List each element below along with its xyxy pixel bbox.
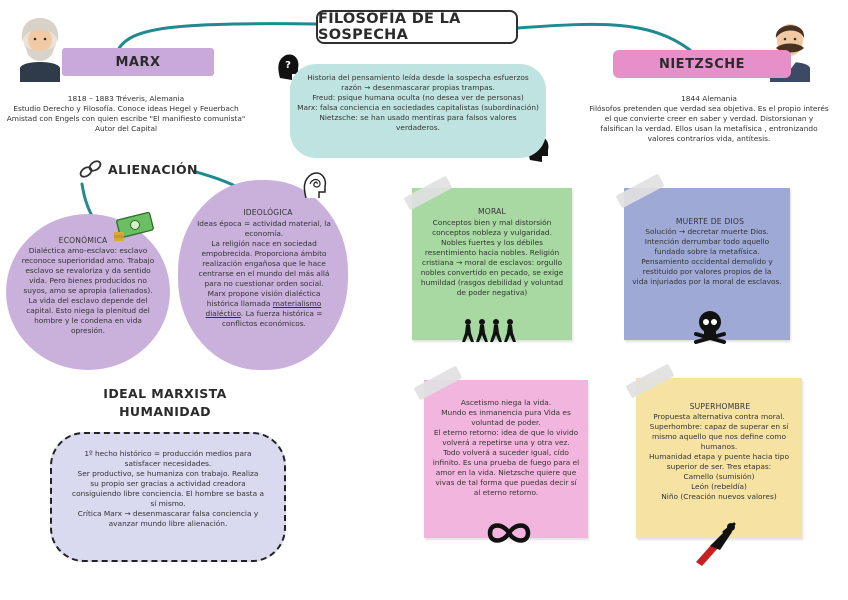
- money-icon: [112, 212, 158, 242]
- summary-line: verdaderos.: [396, 122, 440, 132]
- economica-line: esclavo se revaloriza y da sentido: [25, 265, 151, 275]
- ascetismo-line: vivas de tal forma que puedas decir sí: [435, 477, 577, 487]
- muerte-line: Intención derrumbar todo aquello: [644, 236, 770, 246]
- ideal-line: avanzar mundo libre alienación.: [108, 518, 228, 528]
- summary-line: Historia del pensamiento leída desde la sospecha esfuerzos: [307, 73, 529, 82]
- flying-superhero-icon: [690, 520, 738, 568]
- marx-bio-line: Amistad con Engels con quien escribe "El manifiesto comunista": [6, 113, 246, 123]
- moral-line: de poder negativa): [456, 287, 528, 297]
- muerte-line: Pensamiento occidental demolido y: [641, 256, 773, 266]
- ideologica-title: IDEOLÓGICA: [243, 208, 293, 217]
- ascetismo-line: al eterno retorno.: [473, 487, 539, 497]
- ideal-line: sí mismo.: [150, 498, 186, 508]
- ideologica-line: empobrecida. Proporciona ámbito: [201, 248, 327, 258]
- economica-line: La vida del esclavo depende del: [28, 295, 148, 305]
- ideologica-line: La religión nace en sociedad: [211, 238, 317, 248]
- superhombre-line: Camello (sumisión): [683, 471, 755, 481]
- ascetismo-line: El eterno retorno: idea de que lo vivido: [433, 427, 579, 437]
- nietzsche-bio-line: Filósofos pretenden que verdad sea objetiva. Es el propio interés: [589, 103, 829, 113]
- ideal-line: su propio ser gracias a actividad creadora: [90, 478, 246, 488]
- nietzsche-banner: NIETZSCHE: [613, 50, 791, 78]
- ascetismo-line: Ascetismo niega la vida.: [460, 398, 552, 407]
- economica-text: [14, 246, 162, 336]
- ideologica-line: economía.: [244, 228, 284, 238]
- nietzsche-bio-line: falsifican la verdad. Ellos usan la metafísica , entronizando: [600, 123, 818, 133]
- muerte-line: vida injuriados por la moral de esclavos.: [632, 276, 782, 286]
- ideal-heading-1: IDEAL MARXISTA: [103, 386, 227, 401]
- ideologica-line: histórica llamada: [206, 298, 271, 308]
- marching-people-icon: [460, 318, 526, 344]
- moral-line: humildad (rasgos debilidad y voluntad: [420, 277, 564, 287]
- mind-head-icon: [300, 170, 328, 200]
- nietzsche-bio: [578, 94, 840, 144]
- skull-crossbones-icon: [692, 308, 728, 344]
- summary-line: Nietzsche: se han usado mentiras para falsos valores: [319, 112, 517, 122]
- muerte-line: fundado sobre la metafísica.: [654, 246, 760, 256]
- moral-line: conceptos nobleza y vulgaridad.: [432, 227, 552, 237]
- superhombre-title: SUPERHOMBRE: [689, 402, 751, 411]
- ideologica-line: conflictos económicos.: [221, 318, 307, 328]
- ascetismo-line: Todo volverá a suceder igual, cído: [443, 447, 569, 457]
- ascetismo-text: [427, 398, 585, 498]
- economica-line: hombre y le condena en vida: [34, 315, 142, 325]
- ideologica-text: [188, 219, 340, 329]
- marx-bio-line: Autor del Capital: [94, 123, 158, 133]
- ideal-line: Crítica Marx → desenmascarar falsa conciencia y: [77, 508, 259, 518]
- page-title: FILOSOFÍA DE LA SOSPECHA: [316, 10, 518, 44]
- ideal-line: Ser productivo, se humaniza con trabajo. Realiza: [77, 468, 259, 478]
- moral-title: MORAL: [478, 207, 506, 216]
- ideologica-line: para no cuestionar orden social.: [204, 278, 324, 288]
- svg-text:?: ?: [285, 60, 291, 71]
- chains-icon: [78, 158, 104, 180]
- nietzsche-bio-line: el que convierte creer en saber y verdad. Distorsionan y: [604, 113, 814, 123]
- economica-line: Dialéctica amo-esclavo: esclavo: [28, 246, 148, 255]
- ideal-text: [64, 449, 272, 529]
- muerte-title: MUERTE DE DIOS: [675, 217, 745, 226]
- marx-bio-line: Estudio Derecho y Filosofía. Conoce ideas Hegel y Feuerbach: [13, 103, 239, 113]
- ideologica-line: realización engañosa que le hace: [202, 258, 326, 268]
- sospecha-summary: [294, 73, 542, 133]
- ascetismo-line: voluntad de poder.: [471, 417, 541, 427]
- economica-line: opresión.: [70, 325, 106, 335]
- marx-bio: [0, 94, 252, 134]
- superhombre-line: Propuesta alternativa contra moral.: [653, 412, 785, 421]
- materialismo-term: materialismo: [272, 298, 322, 308]
- economica-line: vida. Pero bienes producidos no: [29, 275, 147, 285]
- ideologica-line: Marx propone visión dialéctica: [207, 288, 321, 298]
- superhombre-text: [640, 412, 798, 502]
- moral-text: [416, 218, 568, 298]
- economica-title: ECONÓMICA: [58, 236, 108, 245]
- economica-line: reconoce superioridad amo. Trabajo: [21, 255, 155, 265]
- moral-line: resentimiento hacia nobles. Religión: [424, 247, 560, 257]
- economica-line: suyos, amo se apropia (alienados).: [23, 285, 153, 295]
- nietzsche-bio-line: valores contrarios vida, antítesis.: [647, 133, 771, 143]
- ideologica-line: centrarse en el mundo del más allá: [198, 268, 330, 278]
- superhombre-line: humanos.: [700, 441, 738, 451]
- ideal-line: consiguiendo libre conciencia. El hombre se basta a: [72, 488, 264, 498]
- moral-line: cristiana → moral de esclavos: orgullo: [422, 257, 562, 267]
- superhombre-line: mismo aquello que nos define como: [651, 431, 787, 441]
- muerte-line: restituido por valores propios de la: [642, 266, 772, 276]
- marx-bio-line: 1818 – 1883 Tréveris, Alemania: [67, 94, 185, 103]
- muerte-text: [628, 227, 786, 287]
- ideologica-line: Ideas época = actividad material, la: [197, 219, 331, 228]
- muerte-line: Solución → decretar muerte Dios.: [645, 227, 769, 236]
- superhombre-line: Niño (Creación nuevos valores): [661, 491, 777, 501]
- marx-banner: MARX: [62, 48, 214, 76]
- ideal-heading-2: HUMANIDAD: [119, 404, 211, 419]
- moral-line: Conceptos bien y mal distorsión: [432, 218, 552, 227]
- summary-line: Freud: psique humana oculta (no desea ver de personas): [312, 92, 524, 102]
- ideologica-line: . La fuerza histórica =: [240, 308, 323, 318]
- ideal-line: satisfacer necesidades.: [124, 458, 212, 468]
- marx-portrait-icon: [12, 12, 68, 82]
- ascetismo-line: Mundo es inmanencia pura Vida es: [441, 407, 571, 417]
- moral-line: nobles convertido en pecado, se exige: [420, 267, 564, 277]
- ideal-line: 1º hecho histórico = producción medios para: [84, 449, 252, 458]
- superhombre-line: superior de ser. Tres etapas:: [666, 461, 772, 471]
- superhombre-line: León (rebeldía): [691, 481, 747, 491]
- moral-line: Nobles fuertes y los débiles: [441, 237, 543, 247]
- ascetismo-line: infinito. Es una prueba de fuego para el: [432, 457, 580, 467]
- summary-line: Marx: falsa conciencia en sociedades capitalistas (subordinación): [297, 102, 539, 112]
- summary-line: razón → desenmascarar propias trampas.: [341, 82, 495, 92]
- nietzsche-bio-line: 1844 Alemania: [681, 94, 737, 103]
- economica-line: capital. Esto niega la plenitud del: [26, 305, 150, 315]
- infinity-icon: [486, 520, 532, 546]
- superhombre-line: Superhombre: capaz de superar en sí: [649, 421, 789, 431]
- dialectico-term: dialéctico: [205, 308, 241, 318]
- ascetismo-line: amor en la vida. Nietzsche quiere que: [435, 467, 577, 477]
- ascetismo-line: volverá a repetirse una y otra vez.: [442, 437, 570, 447]
- alienacion-heading: ALIENACIÓN: [108, 162, 198, 177]
- superhombre-line: Humanidad etapa y puente hacia tipo: [648, 451, 789, 461]
